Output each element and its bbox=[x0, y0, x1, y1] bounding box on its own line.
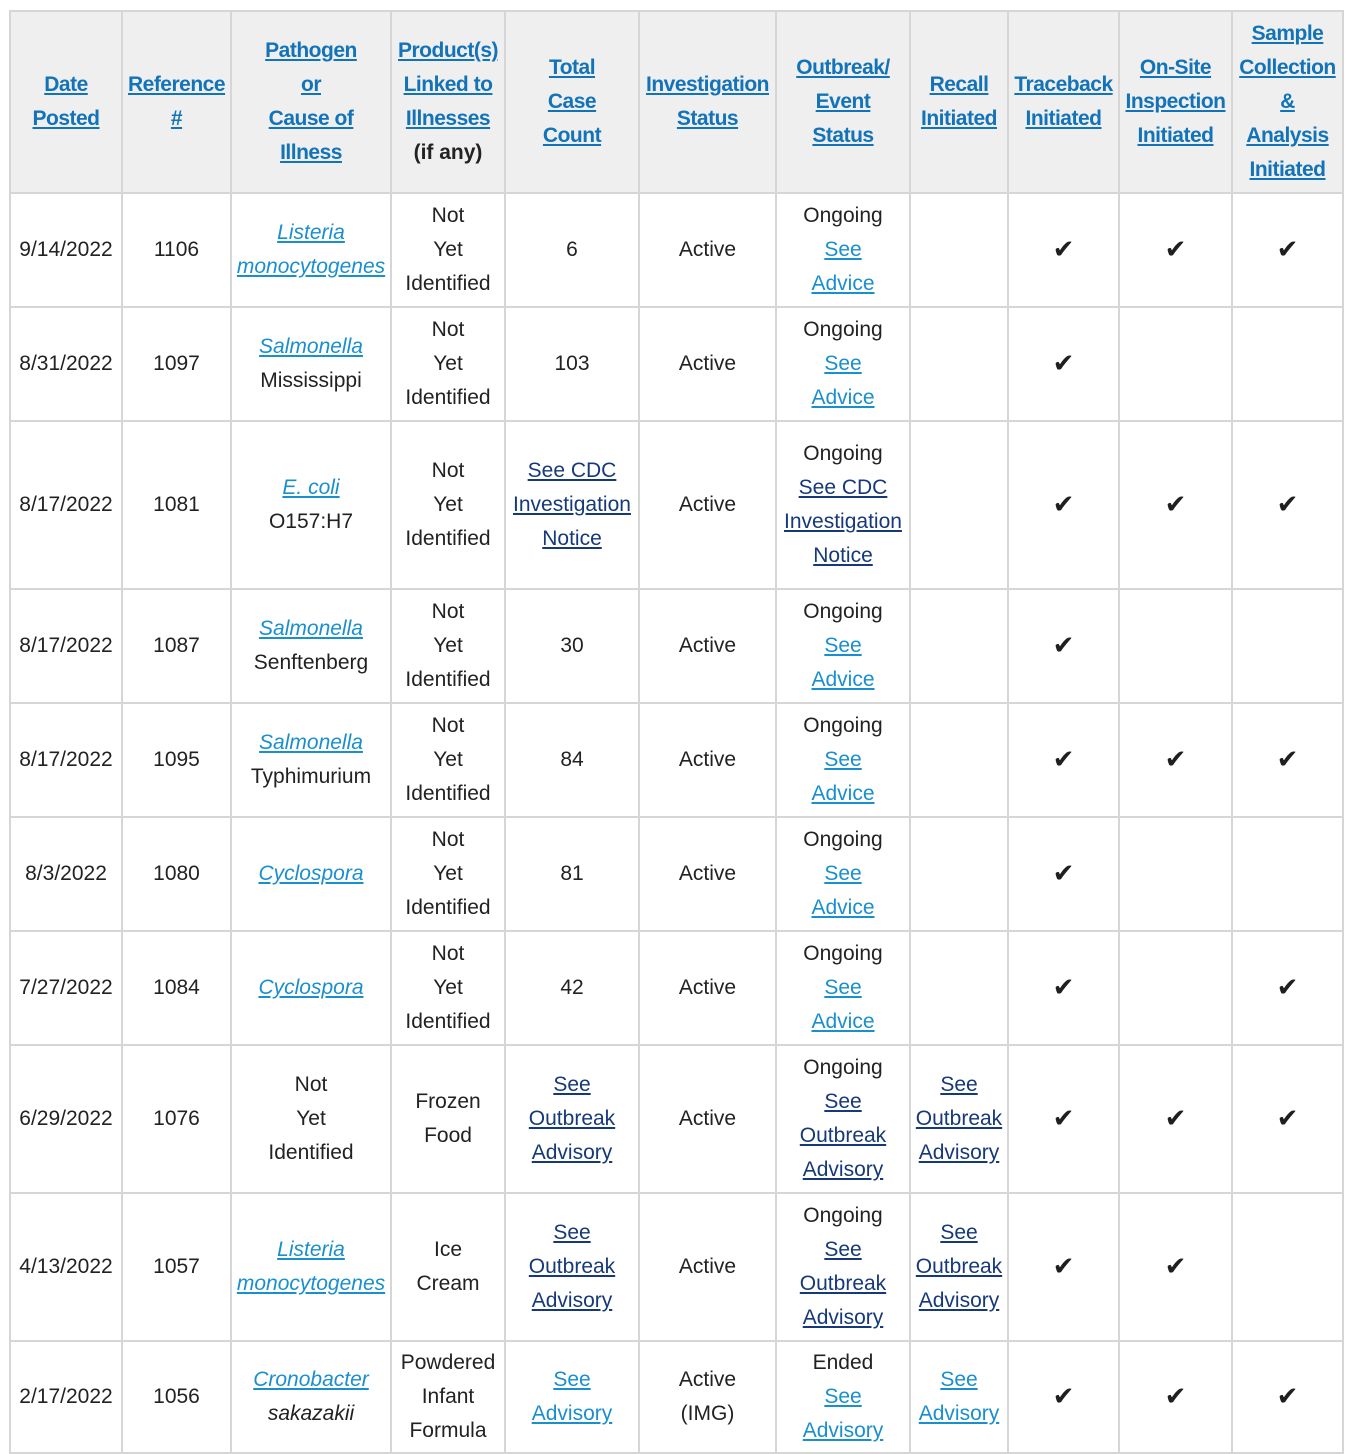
cell-onsite-inspection bbox=[1119, 307, 1232, 421]
check-mark-icon: ✔ bbox=[1164, 1102, 1187, 1133]
cell-sample-collection bbox=[1232, 817, 1343, 931]
cell-recall-initiated bbox=[910, 193, 1008, 307]
see-advice-link[interactable]: See Advice bbox=[811, 352, 875, 409]
cell-investigation-status: Active (IMG) bbox=[639, 1341, 776, 1453]
check-mark-icon: ✔ bbox=[1052, 1250, 1075, 1281]
see-outbreak-advisory-link[interactable]: See Outbreak Advisory bbox=[915, 1073, 1003, 1164]
cell-investigation-status: Active bbox=[639, 703, 776, 817]
cell-onsite-inspection bbox=[1119, 1341, 1232, 1453]
cell-sample-collection bbox=[1232, 931, 1343, 1045]
check-mark-icon: ✔ bbox=[1276, 233, 1299, 264]
header-onsite-inspection[interactable] bbox=[1119, 11, 1232, 193]
cell-recall-initiated bbox=[910, 1341, 1008, 1453]
cell-total-case-count bbox=[505, 421, 639, 589]
cell-date: 8/3/2022 bbox=[10, 817, 122, 931]
cell-recall-initiated bbox=[910, 817, 1008, 931]
header-outbreak-status[interactable] bbox=[776, 11, 910, 193]
cell-sample-collection bbox=[1232, 193, 1343, 307]
sort-products-link[interactable]: Product(s) Linked to Illnesses bbox=[398, 39, 498, 130]
cell-recall-initiated bbox=[910, 1045, 1008, 1193]
cell-total-case-count bbox=[505, 1045, 639, 1193]
cell-products: Not Yet Identified bbox=[391, 421, 505, 589]
sort-total-case-count-link[interactable]: Total Case Count bbox=[542, 56, 602, 147]
cell-onsite-inspection bbox=[1119, 817, 1232, 931]
table-row bbox=[10, 421, 1343, 589]
cell-sample-collection bbox=[1232, 1193, 1343, 1341]
see-advisory-link[interactable]: See Advisory bbox=[918, 1368, 1000, 1425]
cell-onsite-inspection bbox=[1119, 421, 1232, 589]
cell-products: Not Yet Identified bbox=[391, 931, 505, 1045]
cell-date: 2/17/2022 bbox=[10, 1341, 122, 1453]
sort-investigation-status-link[interactable]: Investigation Status bbox=[645, 73, 770, 130]
header-recall-initiated[interactable] bbox=[910, 11, 1008, 193]
pathogen-link[interactable]: E. coli bbox=[282, 476, 340, 499]
table-row bbox=[10, 1045, 1343, 1193]
cell-onsite-inspection bbox=[1119, 193, 1232, 307]
check-mark-icon: ✔ bbox=[1276, 488, 1299, 519]
header-total-case-count[interactable] bbox=[505, 11, 639, 193]
cell-outbreak-status: Ended See Advisory bbox=[776, 1341, 910, 1453]
cell-reference: 1080 bbox=[122, 817, 231, 931]
cell-pathogen: Salmonella Senftenberg bbox=[231, 589, 391, 703]
check-mark-icon: ✔ bbox=[1164, 743, 1187, 774]
check-mark-icon: ✔ bbox=[1276, 743, 1299, 774]
cell-investigation-status: Active bbox=[639, 193, 776, 307]
check-mark-icon: ✔ bbox=[1052, 233, 1075, 264]
cell-investigation-status: Active bbox=[639, 931, 776, 1045]
cell-date: 8/31/2022 bbox=[10, 307, 122, 421]
check-mark-icon: ✔ bbox=[1052, 971, 1075, 1002]
check-mark-icon: ✔ bbox=[1164, 1380, 1187, 1411]
cell-products: Ice Cream bbox=[391, 1193, 505, 1341]
cell-sample-collection bbox=[1232, 1341, 1343, 1453]
cell-traceback-initiated bbox=[1008, 1193, 1119, 1341]
cell-investigation-status: Active bbox=[639, 589, 776, 703]
cell-total-case-count: 42 bbox=[505, 931, 639, 1045]
see-outbreak-advisory-link[interactable]: See Outbreak Advisory bbox=[799, 1238, 887, 1329]
pathogen-link[interactable]: Salmonella bbox=[259, 335, 363, 358]
cell-pathogen: Salmonella Typhimurium bbox=[231, 703, 391, 817]
cell-total-case-count: 103 bbox=[505, 307, 639, 421]
cell-outbreak-status: Ongoing See CDC Investigation Notice bbox=[776, 421, 910, 589]
check-mark-icon: ✔ bbox=[1276, 971, 1299, 1002]
cell-recall-initiated bbox=[910, 703, 1008, 817]
cell-recall-initiated bbox=[910, 421, 1008, 589]
header-pathogen[interactable] bbox=[231, 11, 391, 193]
cell-products: Not Yet Identified bbox=[391, 193, 505, 307]
pathogen-link[interactable]: Salmonella bbox=[259, 731, 363, 754]
cell-reference: 1076 bbox=[122, 1045, 231, 1193]
cell-products: Frozen Food bbox=[391, 1045, 505, 1193]
cell-outbreak-status: Ongoing See Outbreak Advisory bbox=[776, 1193, 910, 1341]
table-row bbox=[10, 307, 1343, 421]
cell-investigation-status: Active bbox=[639, 421, 776, 589]
cell-onsite-inspection bbox=[1119, 703, 1232, 817]
cell-traceback-initiated bbox=[1008, 703, 1119, 817]
cell-outbreak-status: Ongoing See Advice bbox=[776, 931, 910, 1045]
cell-investigation-status: Active bbox=[639, 307, 776, 421]
cell-date: 7/27/2022 bbox=[10, 931, 122, 1045]
cell-total-case-count: 6 bbox=[505, 193, 639, 307]
cell-date: 8/17/2022 bbox=[10, 421, 122, 589]
cell-reference: 1106 bbox=[122, 193, 231, 307]
see-advice-link[interactable]: See Advice bbox=[811, 976, 875, 1033]
cell-investigation-status: Active bbox=[639, 1045, 776, 1193]
cell-total-case-count: 30 bbox=[505, 589, 639, 703]
cell-onsite-inspection bbox=[1119, 931, 1232, 1045]
cell-traceback-initiated bbox=[1008, 421, 1119, 589]
cell-onsite-inspection bbox=[1119, 1045, 1232, 1193]
check-mark-icon: ✔ bbox=[1164, 1250, 1187, 1281]
cell-recall-initiated bbox=[910, 307, 1008, 421]
cell-outbreak-status: Ongoing See Advice bbox=[776, 817, 910, 931]
cell-traceback-initiated bbox=[1008, 931, 1119, 1045]
header-products[interactable] bbox=[391, 11, 505, 193]
header-date-posted[interactable] bbox=[10, 11, 122, 193]
cell-traceback-initiated bbox=[1008, 193, 1119, 307]
cell-outbreak-status: Ongoing See Advice bbox=[776, 589, 910, 703]
pathogen-link[interactable]: Cronobacter bbox=[253, 1368, 369, 1391]
check-mark-icon: ✔ bbox=[1276, 1102, 1299, 1133]
sort-sample-collection-link[interactable]: Sample Collection & Analysis Initiated bbox=[1239, 22, 1336, 181]
cell-sample-collection bbox=[1232, 589, 1343, 703]
cell-products: Powdered Infant Formula bbox=[391, 1341, 505, 1453]
check-mark-icon: ✔ bbox=[1052, 1102, 1075, 1133]
sort-pathogen-link[interactable]: Pathogen or Cause of Illness bbox=[265, 39, 357, 164]
check-mark-icon: ✔ bbox=[1052, 347, 1075, 378]
cell-reference: 1081 bbox=[122, 421, 231, 589]
table-row bbox=[10, 589, 1343, 703]
cell-products: Not Yet Identified bbox=[391, 307, 505, 421]
see-cdc-notice-link[interactable]: See CDC Investigation Notice bbox=[784, 476, 902, 567]
table-row bbox=[10, 193, 1343, 307]
check-mark-icon: ✔ bbox=[1052, 629, 1075, 660]
check-mark-icon: ✔ bbox=[1052, 857, 1075, 888]
cell-total-case-count: 84 bbox=[505, 703, 639, 817]
check-mark-icon: ✔ bbox=[1052, 1380, 1075, 1411]
cell-reference: 1084 bbox=[122, 931, 231, 1045]
check-mark-icon: ✔ bbox=[1164, 233, 1187, 264]
cell-pathogen: Cronobacter sakazakii bbox=[231, 1341, 391, 1453]
cell-traceback-initiated bbox=[1008, 1045, 1119, 1193]
cell-reference: 1087 bbox=[122, 589, 231, 703]
table-row bbox=[10, 1193, 1343, 1341]
table-row bbox=[10, 817, 1343, 931]
cell-pathogen: E. coli O157:H7 bbox=[231, 421, 391, 589]
cell-sample-collection bbox=[1232, 703, 1343, 817]
cell-pathogen bbox=[231, 931, 391, 1045]
cell-sample-collection bbox=[1232, 421, 1343, 589]
see-advice-link[interactable]: See Advice bbox=[811, 238, 875, 295]
cell-reference: 1095 bbox=[122, 703, 231, 817]
sort-recall-initiated-link[interactable]: Recall Initiated bbox=[920, 73, 997, 130]
see-outbreak-advisory-link[interactable]: See Outbreak Advisory bbox=[915, 1221, 1003, 1312]
cell-products: Not Yet Identified bbox=[391, 589, 505, 703]
see-advisory-link[interactable]: See Advisory bbox=[802, 1385, 884, 1442]
cell-products: Not Yet Identified bbox=[391, 703, 505, 817]
pathogen-link[interactable]: Listeria monocytogenes bbox=[236, 1238, 386, 1295]
check-mark-icon: ✔ bbox=[1052, 743, 1075, 774]
cell-sample-collection bbox=[1232, 1045, 1343, 1193]
cell-pathogen: Not Yet Identified bbox=[231, 1045, 391, 1193]
cell-total-case-count: 81 bbox=[505, 817, 639, 931]
cell-recall-initiated bbox=[910, 931, 1008, 1045]
header-sample-collection[interactable] bbox=[1232, 11, 1343, 193]
cell-total-case-count bbox=[505, 1341, 639, 1453]
sort-onsite-inspection-link[interactable]: On-Site Inspection Initiated bbox=[1125, 56, 1226, 147]
table-row bbox=[10, 1341, 1343, 1453]
cell-recall-initiated bbox=[910, 589, 1008, 703]
cell-date: 6/29/2022 bbox=[10, 1045, 122, 1193]
outbreak-investigations-table bbox=[9, 10, 1344, 1454]
cell-date: 9/14/2022 bbox=[10, 193, 122, 307]
sort-reference-link[interactable]: Reference # bbox=[127, 73, 226, 130]
pathogen-link[interactable]: Salmonella bbox=[259, 617, 363, 640]
table-row bbox=[10, 931, 1343, 1045]
cell-reference: 1057 bbox=[122, 1193, 231, 1341]
cell-investigation-status: Active bbox=[639, 817, 776, 931]
sort-outbreak-status-link[interactable]: Outbreak/ Event Status bbox=[796, 56, 890, 147]
cell-onsite-inspection bbox=[1119, 1193, 1232, 1341]
pathogen-link[interactable]: Cyclospora bbox=[258, 862, 364, 885]
cell-recall-initiated bbox=[910, 1193, 1008, 1341]
header-investigation-status[interactable] bbox=[639, 11, 776, 193]
products-note: (if any) bbox=[413, 141, 483, 164]
check-mark-icon: ✔ bbox=[1276, 1380, 1299, 1411]
cell-traceback-initiated bbox=[1008, 1341, 1119, 1453]
cell-outbreak-status: Ongoing See Advice bbox=[776, 307, 910, 421]
check-mark-icon: ✔ bbox=[1164, 488, 1187, 519]
see-outbreak-advisory-link[interactable]: See Outbreak Advisory bbox=[799, 1090, 887, 1181]
cell-reference: 1056 bbox=[122, 1341, 231, 1453]
cell-pathogen bbox=[231, 193, 391, 307]
check-mark-icon: ✔ bbox=[1052, 488, 1075, 519]
see-advisory-link[interactable]: See Advisory bbox=[531, 1368, 613, 1425]
sort-date-posted-link[interactable]: Date Posted bbox=[32, 73, 100, 130]
cell-outbreak-status: Ongoing See Advice bbox=[776, 703, 910, 817]
cell-outbreak-status: Ongoing See Advice bbox=[776, 193, 910, 307]
see-advice-link[interactable]: See Advice bbox=[811, 862, 875, 919]
pathogen-link[interactable]: Cyclospora bbox=[258, 976, 364, 999]
cell-traceback-initiated bbox=[1008, 817, 1119, 931]
cell-products: Not Yet Identified bbox=[391, 817, 505, 931]
header-traceback-initiated[interactable] bbox=[1008, 11, 1119, 193]
header-reference[interactable] bbox=[122, 11, 231, 193]
see-advice-link[interactable]: See Advice bbox=[811, 748, 875, 805]
cell-pathogen: Salmonella Mississippi bbox=[231, 307, 391, 421]
pathogen-link[interactable]: Listeria monocytogenes bbox=[236, 221, 386, 278]
cell-reference: 1097 bbox=[122, 307, 231, 421]
cell-total-case-count bbox=[505, 1193, 639, 1341]
cell-date: 4/13/2022 bbox=[10, 1193, 122, 1341]
cell-traceback-initiated bbox=[1008, 307, 1119, 421]
table-row bbox=[10, 703, 1343, 817]
header-row bbox=[10, 11, 1343, 193]
cell-investigation-status: Active bbox=[639, 1193, 776, 1341]
see-advice-link[interactable]: See Advice bbox=[811, 634, 875, 691]
see-cdc-notice-link[interactable]: See CDC Investigation Notice bbox=[513, 459, 631, 550]
sort-traceback-initiated-link[interactable]: Traceback Initiated bbox=[1014, 73, 1113, 130]
cell-outbreak-status: Ongoing See Outbreak Advisory bbox=[776, 1045, 910, 1193]
cell-onsite-inspection bbox=[1119, 589, 1232, 703]
cell-date: 8/17/2022 bbox=[10, 703, 122, 817]
cell-pathogen bbox=[231, 817, 391, 931]
cell-pathogen bbox=[231, 1193, 391, 1341]
cell-traceback-initiated bbox=[1008, 589, 1119, 703]
see-outbreak-advisory-link[interactable]: See Outbreak Advisory bbox=[528, 1073, 616, 1164]
cell-date: 8/17/2022 bbox=[10, 589, 122, 703]
cell-sample-collection bbox=[1232, 307, 1343, 421]
see-outbreak-advisory-link[interactable]: See Outbreak Advisory bbox=[528, 1221, 616, 1312]
